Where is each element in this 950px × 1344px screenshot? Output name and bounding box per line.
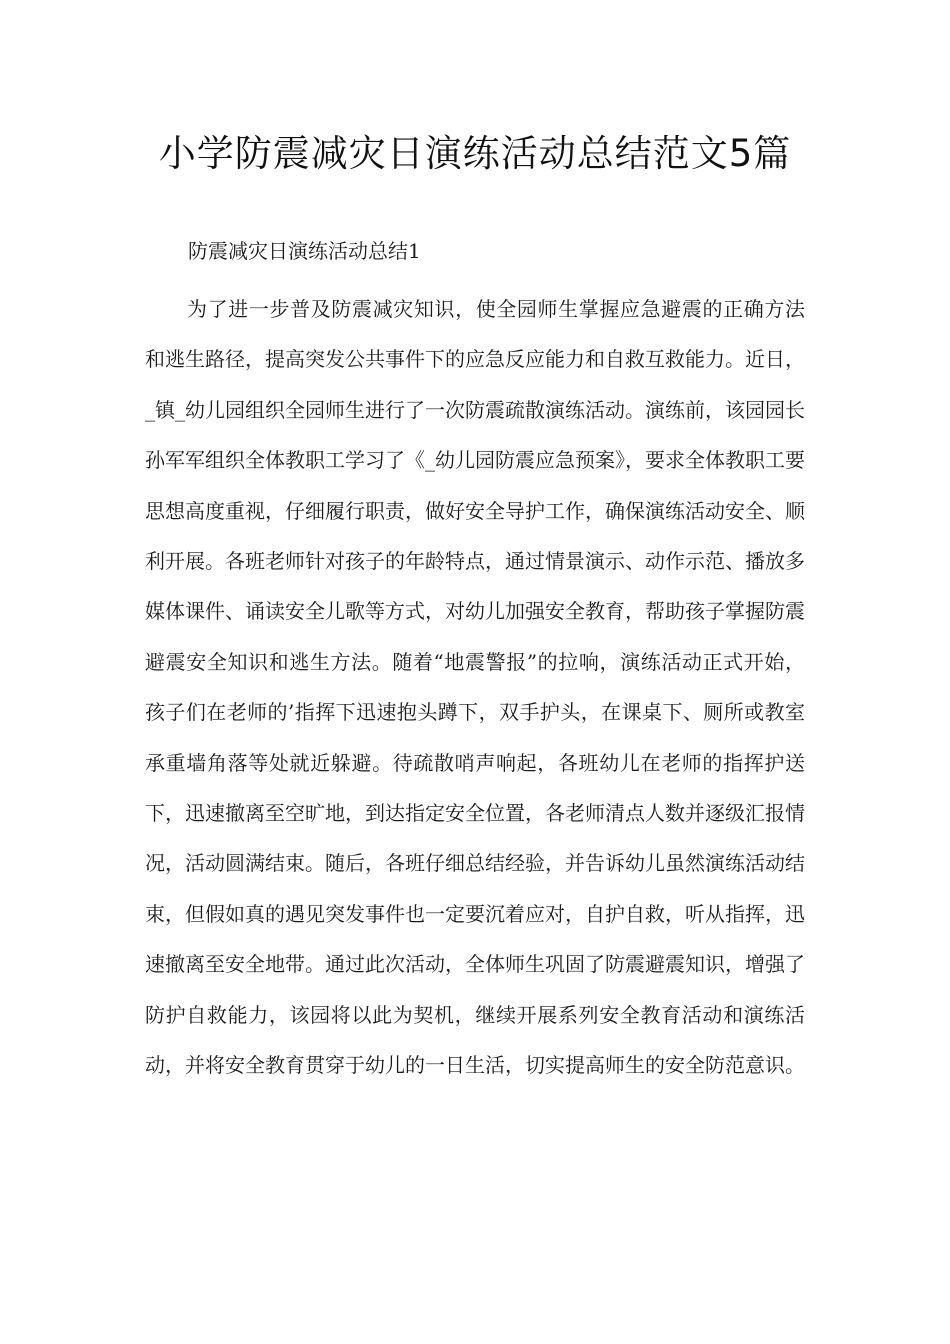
document-title: 小学防震减灾日演练活动总结范文5篇 [158,132,792,175]
section-heading: 防震减灾日演练活动总结1 [188,239,421,263]
body-paragraph: 为了进一步普及防震减灾知识，使全园师生掌握应急避震的正确方法和逃生路径，提高突发公共事件下的应急反应能力和自救互救能力。近日，_镇_幼儿园组织全园师生进行了一次防震疏散演练活动。演练前，该园园长孙军军组织全体教职工学习了《_幼儿园防震应急预案》，要求全体教职工要思想高度重视，仔细履行职责，做好安全导护工作，确保演练活动安全、顺利开展。各班老师针对孩子的年龄特点，通过情景演示、动作示范、播放多媒体课件、诵读安全儿歌等方式，对幼儿加强安全教育，帮助孩子掌握防震避震安全知识和逃生方法。随着“地震警报”的拉响，演练活动正式开始，孩子们在老师的’指挥下迅速抱头蹲下，双手护头，在课桌下、厕所或教室承重墙角落等处就近躲避。待疏散哨声响起，各班幼儿在老师的指挥护送下，迅速撤离至空旷地，到达指定安全位置，各老师清点人数并逐级汇报情况，活动圆满结束。随后，各班仔细总结经验，并告诉幼儿虽然演练活动结束，但假如真的遇见突发事件也一定要沉着应对，自护自救，听从指挥，迅速撤离至安全地带。通过此次活动，全体师生巩固了防震避震知识，增强了防护自救能力，该园将以此为契机，继续开展系列安全教育活动和演练活动，并将安全教育贯穿于幼儿的一日生活，切实提高师生的安全防范意识。 [145,297,805,1078]
